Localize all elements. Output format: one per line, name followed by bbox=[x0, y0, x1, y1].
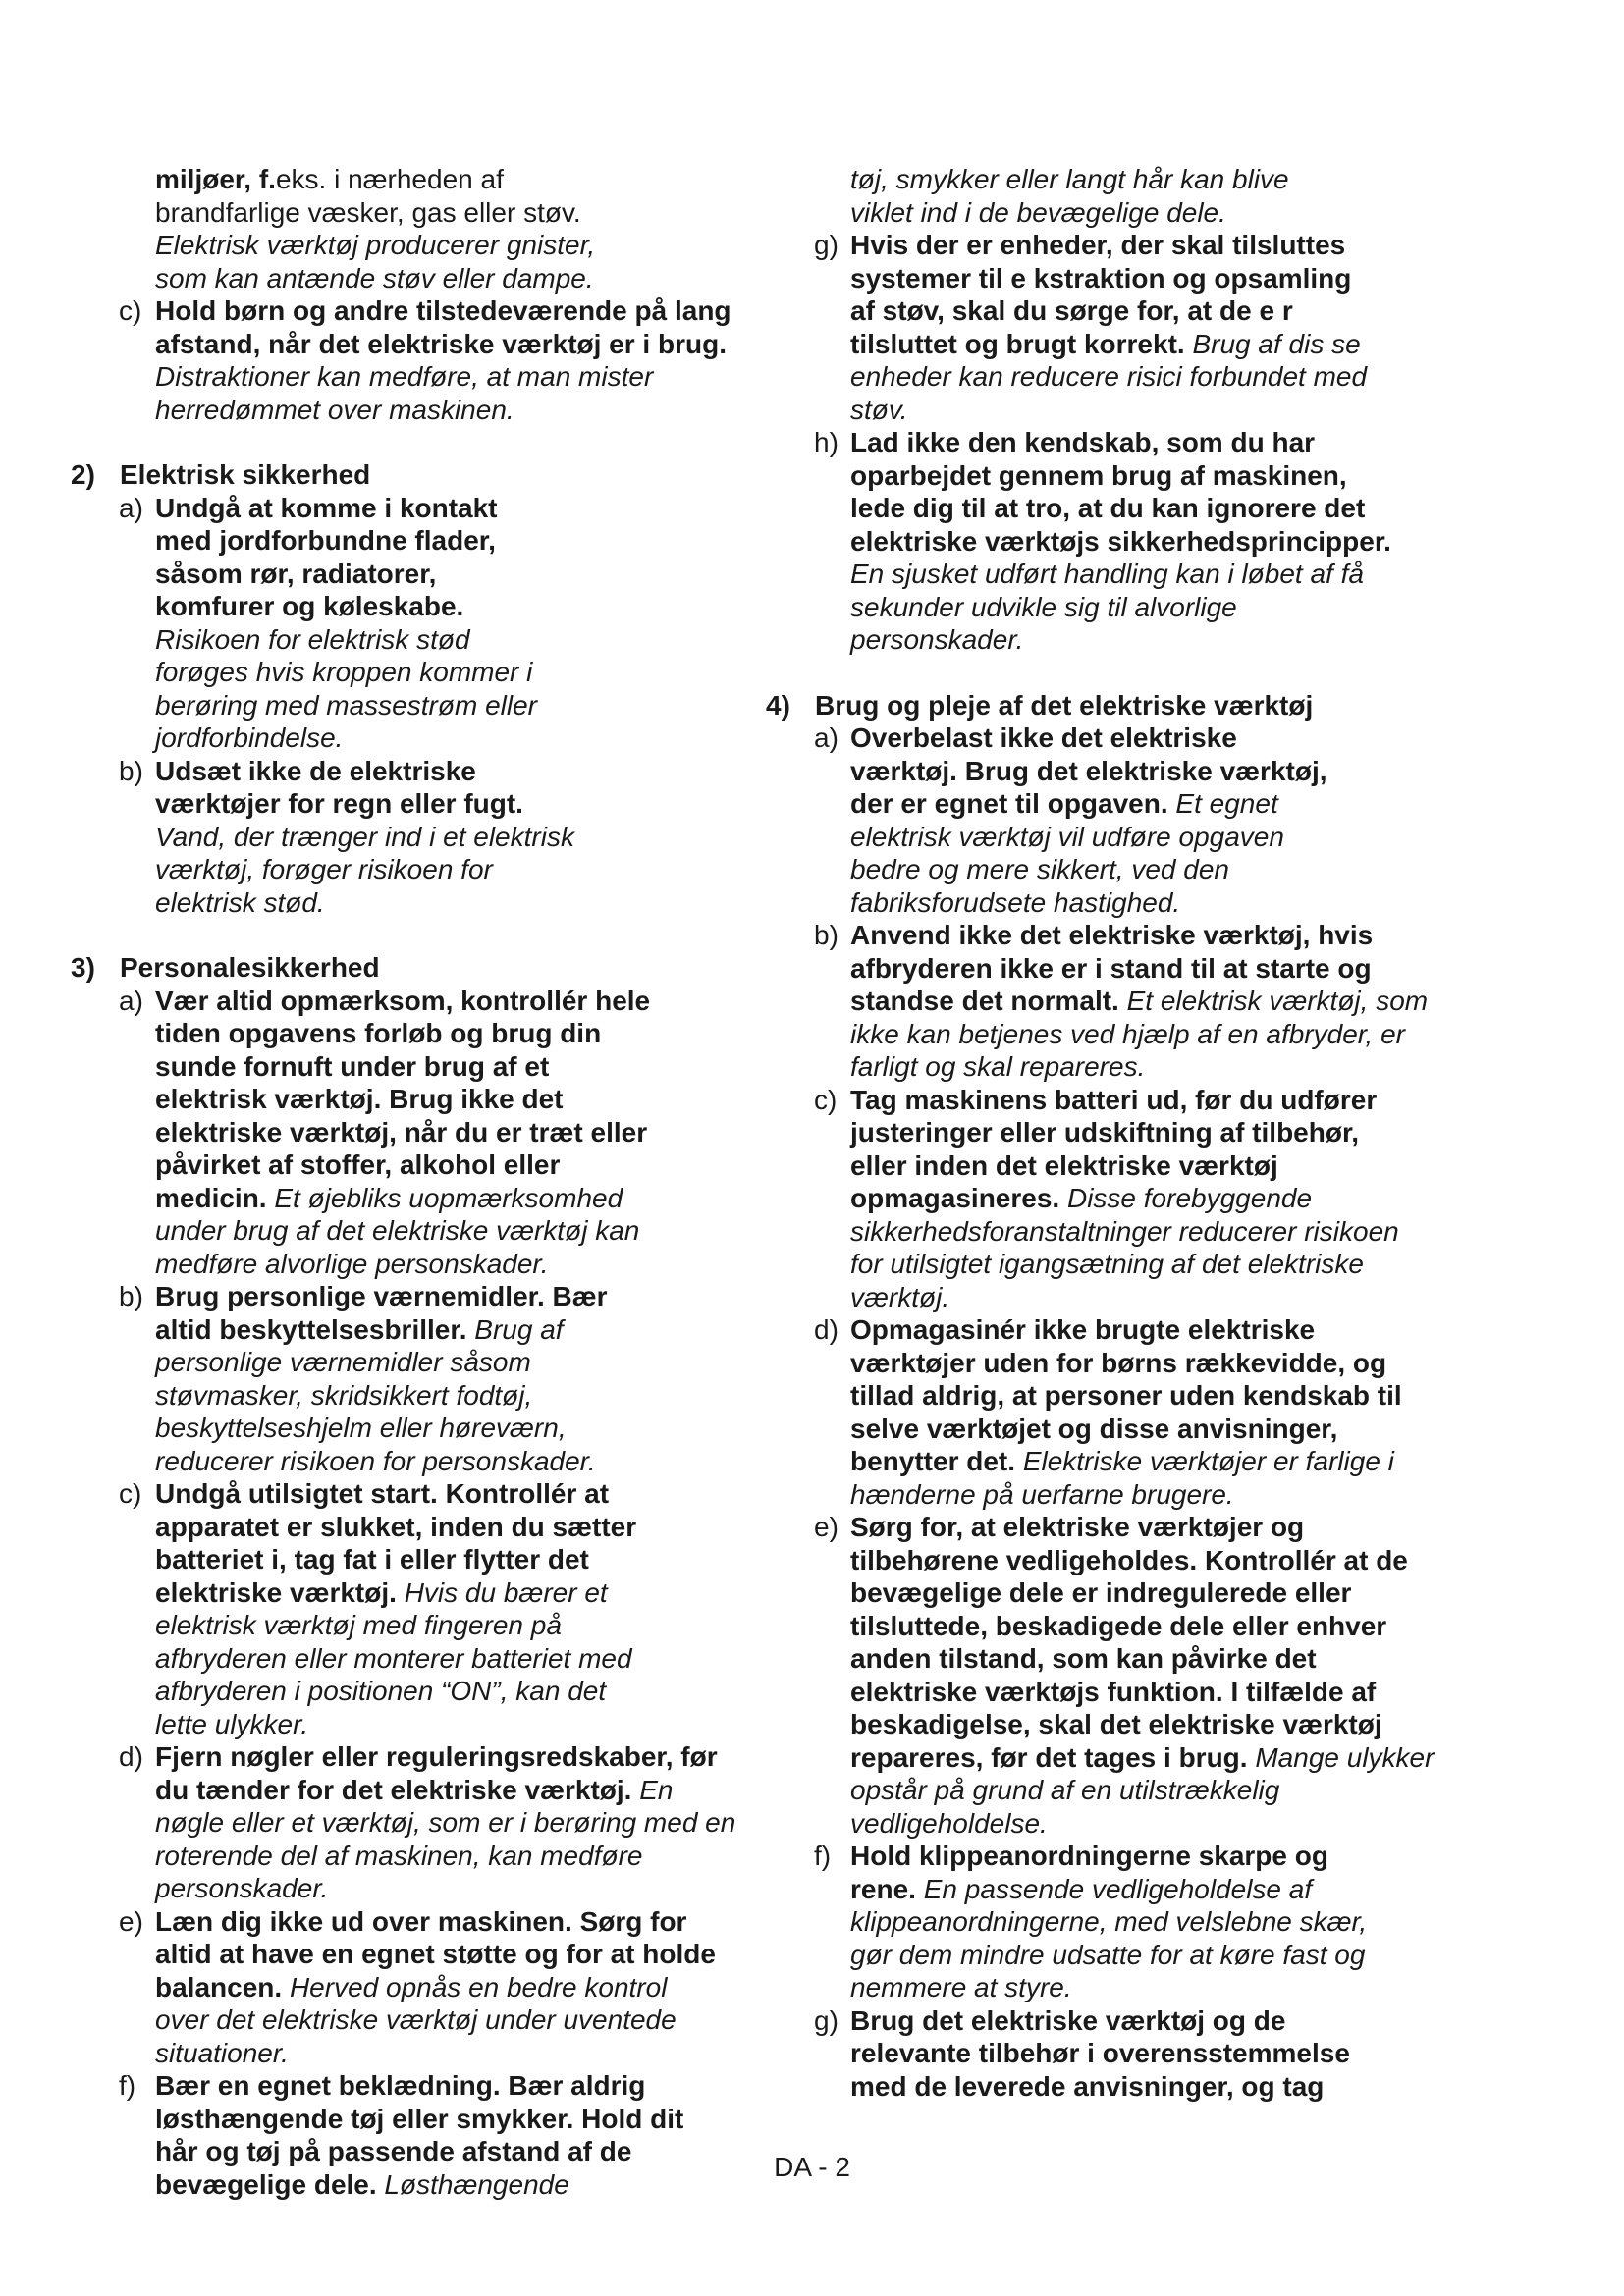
bold-text: Brug det elektriske værktøj og de relevante tilbehør i overensstemmelse med de leverede anvisninger, og tag bbox=[850, 2004, 1350, 2102]
list-item-2b bbox=[119, 755, 587, 920]
right-column bbox=[766, 163, 1489, 2103]
item-label: h) bbox=[814, 427, 839, 457]
item-label: c) bbox=[119, 1478, 142, 1509]
bold-text: Sørg for, at elektriske værktøjer og tilbehørene vedligeholdes. Kontrollér at de bevægelige dele er indregulerede eller tilsluttede, beskadigede dele eller enhver anden tilstand, som kan påvirke det elektriske værktøjs funktion. I tilfælde af beskadigelse, skal det elektriske værktøj repareres, før det tages i brug. bbox=[850, 1512, 1408, 1773]
item-label: a) bbox=[119, 492, 143, 523]
note-text: Løsthængende bbox=[384, 2168, 569, 2200]
bold-text: Hold klippeanordningerne skarpe og rene. bbox=[850, 1841, 1328, 1904]
note-text: Herved opnås en bedre kontrol over det elektriske værktøj under uventede situationer. bbox=[155, 1971, 677, 2068]
note-text: Risikoen for elektrisk stød forøges hvis kroppen kommer i berøring med massestrøm eller jordforbindelse. bbox=[155, 623, 537, 753]
list-item-c bbox=[119, 294, 734, 426]
bold-text: Hvis der er enheder, der skal tilsluttes systemer til e kstraktion og opsamling af støv, skal du sørge for, at de e r tilsluttet og brugt korrekt. bbox=[850, 230, 1352, 359]
item-label: c) bbox=[119, 295, 142, 326]
note-text: Elektrisk værktøj producerer gnister, som kan antænde støv eller dampe. bbox=[155, 230, 596, 294]
list-item-4f bbox=[814, 1840, 1400, 2004]
list-item-4b bbox=[814, 919, 1439, 1084]
bold-text: Vær altid opmærksom, kontrollér hele tiden opgavens forløb og brug din sunde fornuft under brug af et elektrisk værktøj. Brug ikke det elektriske værktøj, når du er træt eller påvirket af stoffer, alkohol eller medicin. bbox=[155, 985, 651, 1213]
item-label: b) bbox=[119, 755, 143, 786]
item-label: a) bbox=[814, 722, 839, 753]
list-item-3g bbox=[814, 229, 1380, 426]
list-item-3d bbox=[119, 1740, 744, 1905]
item-label: e) bbox=[119, 1905, 143, 1937]
note-text: Vand, der trænger ind i et elektrisk værktøj, forøger risikoen for elektrisk stød. bbox=[155, 821, 574, 918]
section-4 bbox=[766, 689, 1489, 722]
bold-text: Læn dig ikke ud over maskinen. Sørg for altid at have en egnet støtte og for at holde balancen. bbox=[155, 1905, 716, 2002]
list-item-3c bbox=[119, 1477, 646, 1740]
item-label: g) bbox=[814, 2004, 839, 2036]
bold-text: Anvend ikke det elektriske værktøj, hvis afbryderen ikke er i stand til at starte og standse det normalt. bbox=[850, 920, 1374, 1016]
list-item-4a bbox=[814, 721, 1341, 919]
bold-text: miljøer, bbox=[155, 164, 252, 194]
item-label: g) bbox=[814, 230, 839, 260]
note-text: Elektriske værktøjer er farlige i hænderne på uerfarne brugere. bbox=[850, 1446, 1394, 1510]
note-text: En sjusket udført handling kan i løbet af få sekunder udvikle sig til alvorlige personskader. bbox=[850, 559, 1364, 655]
list-item-3e bbox=[119, 1905, 725, 2070]
bold-text: Tag maskinens batteri ud, før du udfører justeringer eller udskiftning af tilbehør, eller inden det elektriske værktøj opmagasineres. bbox=[850, 1084, 1378, 1213]
section-number: 2) bbox=[71, 459, 95, 490]
item-label: f) bbox=[814, 1841, 832, 1871]
list-item-3h bbox=[814, 426, 1400, 657]
list-item-3b bbox=[119, 1280, 626, 1477]
note-text: Disse forebyggende sikkerhedsforanstaltninger reducerer risikoen for utilsigtet igangsætning af det elektriske værktøj. bbox=[850, 1183, 1399, 1312]
note-text: En passende vedligeholdelse af klippeanordningerne, med velslebne skær, gør dem mindre udsatte for at køre fast og nemmere at styre. bbox=[850, 1873, 1368, 2002]
list-item-2a bbox=[119, 492, 548, 755]
bold-text: Opmagasinér ikke brugte elektriske værktøjer uden for børns rækkevidde, og tillad aldrig, at personer uden kendskab til selve værktøjet og disse anvisninger, benytter det. bbox=[850, 1314, 1402, 1476]
note-text: tøj, smykker eller langt hår kan blive viklet ind i de bevægelige dele. bbox=[850, 164, 1289, 228]
left-column bbox=[71, 163, 842, 2201]
bold-text: Overbelast ikke det elektriske værktøj. Brug det elektriske værktøj, der er egnet til opgaven. bbox=[850, 722, 1327, 819]
bold-text: Lad ikke den kendskab, som du har oparbejdet gennem brug af maskinen, lede dig til at tro, at du kan ignorere det elektriske værktøjs sikkerhedsprincipper. bbox=[850, 427, 1391, 557]
bold-text: Hold børn og andre tilstedeværende på lang afstand, når det elektriske værktøj er i brug. bbox=[155, 295, 731, 359]
bold-text: Brug personlige værnemidler. Bær altid beskyttelsesbriller. bbox=[155, 1281, 608, 1345]
list-item-4g bbox=[814, 2004, 1400, 2104]
bold-text: Bær en egnet beklædning. Bær aldrig løsthængende tøj eller smykker. Hold dit hår og tøj på passende afstand af de bevægelige dele. bbox=[155, 2070, 684, 2200]
section-number: 3) bbox=[71, 952, 95, 983]
body-text: eks. i nærheden af brandfarlige væsker, gas eller støv. bbox=[155, 164, 581, 228]
section-2 bbox=[71, 458, 842, 492]
item-label: b) bbox=[814, 920, 839, 950]
note-text: Et øjebliks uopmærksomhed under brug af det elektriske værktøj kan medføre alvorlige personskader. bbox=[155, 1182, 640, 1279]
right-top-continuation bbox=[850, 163, 1341, 229]
note-text: Mange ulykker opstår på grund af en utilstrækkelig vedligeholdelse. bbox=[850, 1741, 1435, 1839]
note-text: Distraktioner kan medføre, at man mister herredømmet over maskinen. bbox=[155, 361, 654, 425]
section-title: Elektrisk sikkerhed bbox=[120, 459, 371, 490]
item-label: d) bbox=[814, 1314, 839, 1345]
section-title: Brug og pleje af det elektriske værktøj bbox=[815, 689, 1314, 721]
bold-text: Undgå at komme i kontakt med jordforbundne flader, såsom rør, radiatorer, komfurer og køleskabe. bbox=[155, 492, 498, 621]
item-label: e) bbox=[814, 1512, 839, 1542]
note-text: Et egnet elektrisk værktøj vil udføre opgaven bedre og mere sikkert, ved den fabriksforudsete hastighed. bbox=[850, 788, 1284, 918]
section-3 bbox=[71, 951, 842, 985]
item-label: f) bbox=[119, 2070, 136, 2101]
bold-text: Udsæt ikke de elektriske værktøjer for regn eller fugt. bbox=[155, 755, 523, 819]
left-top-continuation bbox=[155, 163, 617, 294]
bold-text: f. bbox=[251, 164, 276, 194]
note-text: Brug af personlige værnemidler såsom støvmasker, skridsikkert fodtøj, beskyttelseshjelm eller høreværn, reducerer risikoen for personskader. bbox=[155, 1313, 596, 1476]
note-text: En nøgle eller et værktøj, som er i berøring med en roterende del af maskinen, kan medføre personskader. bbox=[155, 1774, 736, 1903]
item-label: a) bbox=[119, 985, 143, 1016]
item-label: d) bbox=[119, 1741, 143, 1772]
list-item-4c bbox=[814, 1084, 1400, 1314]
bold-text: Fjern nøgler eller reguleringsredskaber, før du tænder for det elektriske værktøj. bbox=[155, 1741, 718, 1805]
section-title: Personalesikkerhed bbox=[120, 952, 380, 983]
section-number: 4) bbox=[766, 689, 790, 721]
page-number: DA - 2 bbox=[774, 2152, 850, 2182]
item-label: b) bbox=[119, 1281, 143, 1311]
note-text: Et elektrisk værktøj, som ikke kan betjenes ved hjælp af en afbryder, er farligt og skal repareres. bbox=[850, 986, 1429, 1082]
note-text: Brug af dis se enheder kan reducere risici forbundet med støv. bbox=[850, 328, 1368, 425]
note-text: Hvis du bærer et elektrisk værktøj med fingeren på afbryderen eller monterer batteriet med afbryderen i positionen “ON”, kan det lette ulykker. bbox=[155, 1576, 632, 1739]
list-item-4e bbox=[814, 1511, 1439, 1840]
list-item-4d bbox=[814, 1313, 1420, 1511]
item-label: c) bbox=[814, 1084, 838, 1115]
list-item-3a bbox=[119, 985, 666, 1281]
bold-text: Undgå utilsigtet start. Kontrollér at apparatet er slukket, inden du sætter batteriet i, tag fat i eller flytter det elektriske værktøj. bbox=[155, 1478, 637, 1608]
